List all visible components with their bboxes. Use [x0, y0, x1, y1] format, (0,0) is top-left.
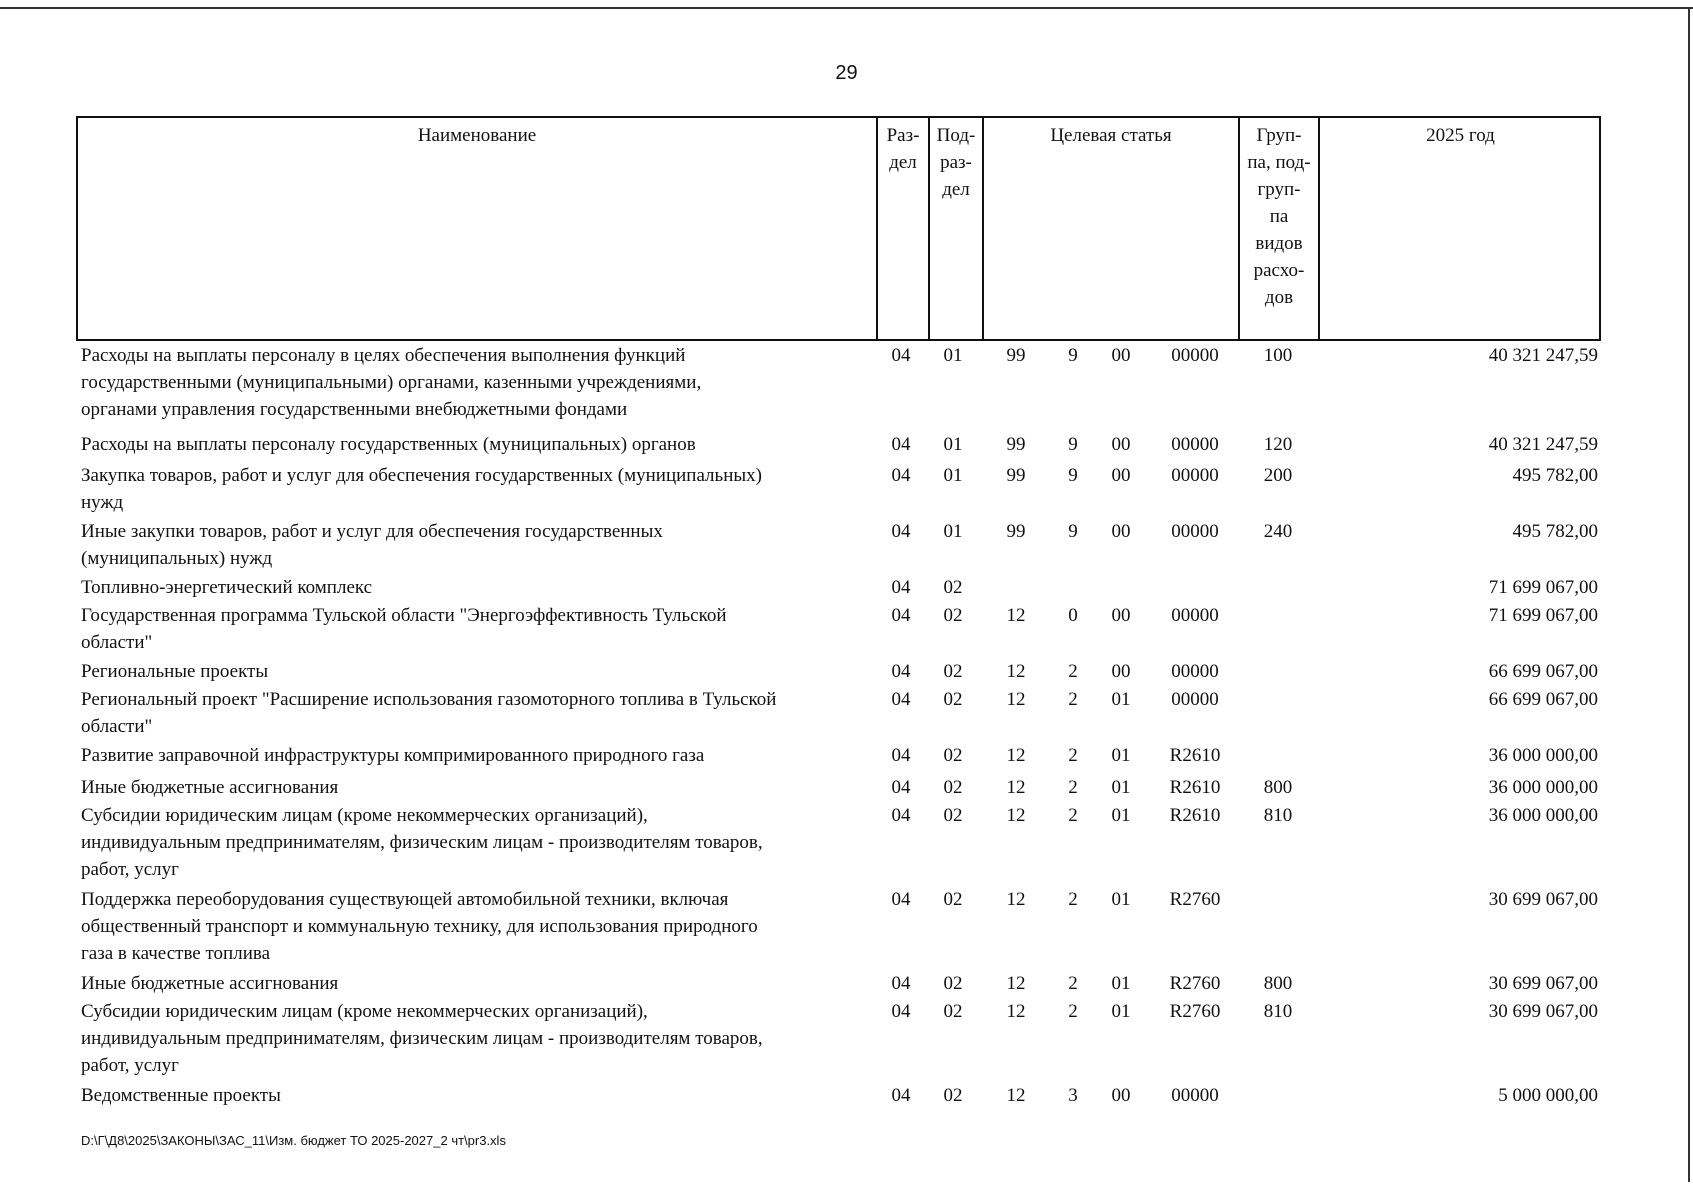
row-t4: R2760 — [1169, 973, 1221, 994]
row-amount: 30 699 067,00 — [1488, 1001, 1598, 1022]
row-amount: 36 000 000,00 — [1488, 805, 1598, 826]
row-t1: 12 — [1006, 745, 1026, 766]
row-name: Региональные проекты — [81, 661, 269, 682]
row-rz: 04 — [891, 465, 911, 486]
row-t3: 01 — [1111, 777, 1131, 798]
row-t1: 99 — [1006, 345, 1026, 366]
row-t2: 9 — [1068, 434, 1078, 455]
row-rz: 04 — [891, 889, 911, 910]
row-amount: 66 699 067,00 — [1488, 661, 1598, 682]
row-t3: 01 — [1111, 889, 1131, 910]
row-t3: 00 — [1111, 465, 1131, 486]
row-vr: 100 — [1263, 345, 1293, 366]
file-path-footer: D:\Г\Д8\2025\ЗАКОНЫ\ЗАС_11\Изм. бюджет ТО 2025-2027_2 чт\pr3.xls — [81, 1133, 506, 1148]
row-t3: 00 — [1111, 434, 1131, 455]
row-t4: 00000 — [1171, 521, 1219, 542]
row-t4: 00000 — [1171, 689, 1219, 710]
header-expense-group: Груп- па, под- груп- па видов расхо- дов — [1247, 125, 1311, 308]
page-number: 29 — [835, 62, 858, 84]
row-rz: 04 — [891, 434, 911, 455]
row-name: Расходы на выплаты персоналу в целях обеспечения выполнения функций государственными (муниципальными) органами, казенными учреждениями, органами управления государственными внебюджетными фондами — [81, 345, 702, 420]
header-divider — [982, 118, 984, 339]
header-razdel: Раз- дел — [886, 125, 920, 173]
row-t2: 2 — [1068, 745, 1078, 766]
row-t3: 01 — [1111, 805, 1131, 826]
row-name: Региональный проект "Расширение использования газомоторного топлива в Тульской области" — [81, 689, 777, 737]
row-rz: 04 — [891, 521, 911, 542]
row-t2: 2 — [1068, 973, 1078, 994]
row-amount: 71 699 067,00 — [1488, 605, 1598, 626]
row-t3: 00 — [1111, 661, 1131, 682]
row-vr: 120 — [1263, 434, 1293, 455]
row-t2: 9 — [1068, 465, 1078, 486]
row-pr: 02 — [943, 1001, 963, 1022]
row-t1: 99 — [1006, 521, 1026, 542]
row-rz: 04 — [891, 777, 911, 798]
row-amount: 66 699 067,00 — [1488, 689, 1598, 710]
row-pr: 02 — [943, 661, 963, 682]
row-t4: 00000 — [1171, 605, 1219, 626]
row-amount: 495 782,00 — [1512, 521, 1598, 542]
row-rz: 04 — [891, 661, 911, 682]
row-t1: 99 — [1006, 465, 1026, 486]
row-t3: 01 — [1111, 745, 1131, 766]
header-name: Наименование — [417, 125, 537, 146]
row-vr: 800 — [1263, 973, 1293, 994]
row-t4: 00000 — [1171, 465, 1219, 486]
row-t1: 12 — [1006, 661, 1026, 682]
row-t1: 12 — [1006, 805, 1026, 826]
row-pr: 02 — [943, 745, 963, 766]
row-t4: 00000 — [1171, 1085, 1219, 1106]
row-t3: 01 — [1111, 973, 1131, 994]
row-amount: 40 321 247,59 — [1488, 345, 1598, 366]
row-name: Закупка товаров, работ и услуг для обеспечения государственных (муниципальных) нужд — [81, 465, 762, 513]
row-t4: R2760 — [1169, 1001, 1221, 1022]
row-rz: 04 — [891, 1085, 911, 1106]
row-name: Иные бюджетные ассигнования — [81, 777, 339, 798]
row-pr: 02 — [943, 777, 963, 798]
row-amount: 36 000 000,00 — [1488, 777, 1598, 798]
table-header — [76, 116, 1601, 341]
row-name: Поддержка переоборудования существующей автомобильной техники, включая общественный транспорт и коммунальную технику, для использования природного газа в качестве топлива — [81, 889, 758, 964]
row-t1: 12 — [1006, 1001, 1026, 1022]
row-amount: 495 782,00 — [1512, 465, 1598, 486]
row-t2: 9 — [1068, 345, 1078, 366]
row-amount: 30 699 067,00 — [1488, 889, 1598, 910]
row-t1: 12 — [1006, 1085, 1026, 1106]
row-t2: 2 — [1068, 661, 1078, 682]
row-t4: R2610 — [1169, 745, 1221, 766]
row-rz: 04 — [891, 805, 911, 826]
row-t2: 2 — [1068, 805, 1078, 826]
row-amount: 71 699 067,00 — [1488, 577, 1598, 598]
row-name: Топливно-энергетический комплекс — [81, 577, 373, 598]
row-amount: 40 321 247,59 — [1488, 434, 1598, 455]
row-t3: 01 — [1111, 689, 1131, 710]
row-t3: 00 — [1111, 1085, 1131, 1106]
row-t2: 2 — [1068, 689, 1078, 710]
row-t4: R2760 — [1169, 889, 1221, 910]
row-name: Расходы на выплаты персоналу государственных (муниципальных) органов — [81, 434, 696, 455]
row-t2: 2 — [1068, 1001, 1078, 1022]
row-name: Ведомственные проекты — [81, 1085, 281, 1106]
row-name: Субсидии юридическим лицам (кроме некоммерческих организаций), индивидуальным предпринимателям, физическим лицам - производителям товаров, работ, услуг — [81, 805, 763, 880]
row-rz: 04 — [891, 605, 911, 626]
row-pr: 02 — [943, 689, 963, 710]
row-pr: 02 — [943, 605, 963, 626]
row-name: Иные бюджетные ассигнования — [81, 973, 339, 994]
row-rz: 04 — [891, 345, 911, 366]
row-pr: 02 — [943, 805, 963, 826]
row-pr: 02 — [943, 889, 963, 910]
row-name: Субсидии юридическим лицам (кроме некоммерческих организаций), индивидуальным предпринимателям, физическим лицам - производителям товаров, работ, услуг — [81, 1001, 763, 1076]
row-pr: 01 — [943, 521, 963, 542]
row-t1: 12 — [1006, 973, 1026, 994]
row-pr: 02 — [943, 973, 963, 994]
row-t4: R2610 — [1169, 805, 1221, 826]
row-t4: 00000 — [1171, 345, 1219, 366]
row-t2: 2 — [1068, 777, 1078, 798]
row-vr: 240 — [1263, 521, 1293, 542]
row-pr: 01 — [943, 465, 963, 486]
row-rz: 04 — [891, 1001, 911, 1022]
row-pr: 02 — [943, 1085, 963, 1106]
row-vr: 200 — [1263, 465, 1293, 486]
page-border-top — [0, 7, 1693, 9]
row-pr: 01 — [943, 434, 963, 455]
row-rz: 04 — [891, 973, 911, 994]
row-name: Иные закупки товаров, работ и услуг для обеспечения государственных (муниципальных) нужд — [81, 521, 663, 569]
row-t3: 00 — [1111, 345, 1131, 366]
row-t4: 00000 — [1171, 661, 1219, 682]
page-border-right — [1688, 7, 1690, 1182]
row-vr: 810 — [1263, 1001, 1293, 1022]
row-t4: R2610 — [1169, 777, 1221, 798]
header-year: 2025 год — [1426, 125, 1495, 146]
row-t2: 3 — [1068, 1085, 1078, 1106]
row-t1: 12 — [1006, 689, 1026, 710]
row-t1: 99 — [1006, 434, 1026, 455]
row-rz: 04 — [891, 689, 911, 710]
row-t1: 12 — [1006, 605, 1026, 626]
row-t3: 01 — [1111, 1001, 1131, 1022]
row-vr: 800 — [1263, 777, 1293, 798]
header-divider — [1318, 118, 1320, 339]
row-amount: 5 000 000,00 — [1498, 1085, 1598, 1106]
row-pr: 02 — [943, 577, 963, 598]
row-name: Государственная программа Тульской области "Энергоэффективность Тульской области" — [81, 605, 727, 653]
row-t4: 00000 — [1171, 434, 1219, 455]
row-rz: 04 — [891, 745, 911, 766]
row-t3: 00 — [1111, 521, 1131, 542]
header-podrazdel: Под- раз- дел — [936, 125, 976, 200]
row-vr: 810 — [1263, 805, 1293, 826]
row-t1: 12 — [1006, 889, 1026, 910]
row-t2: 9 — [1068, 521, 1078, 542]
header-target-article: Целевая статья — [1050, 125, 1172, 146]
row-name: Развитие заправочной инфраструктуры компримированного природного газа — [81, 745, 705, 766]
row-pr: 01 — [943, 345, 963, 366]
row-amount: 36 000 000,00 — [1488, 745, 1598, 766]
row-t1: 12 — [1006, 777, 1026, 798]
row-t2: 2 — [1068, 889, 1078, 910]
row-rz: 04 — [891, 577, 911, 598]
row-t3: 00 — [1111, 605, 1131, 626]
row-t2: 0 — [1068, 605, 1078, 626]
row-amount: 30 699 067,00 — [1488, 973, 1598, 994]
